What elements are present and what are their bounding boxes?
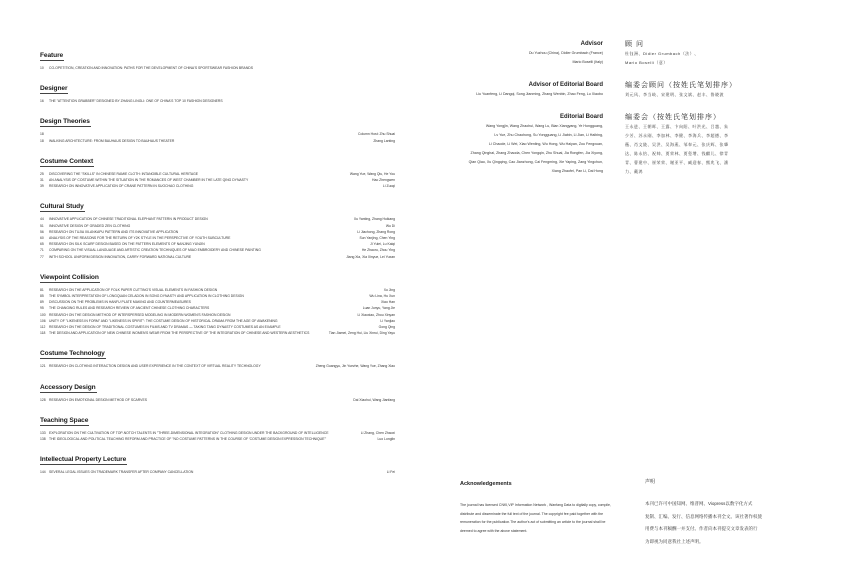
toc-entry-author: Wu Di — [385, 223, 395, 228]
toc-entry-title: AN ANALYSIS OF COSTUME WITHIN THE SITUATION IN THE ROMANCES OF WEST CHAMBER IN THE LATE QING DYNASTY — [49, 178, 249, 183]
toc-entry — [40, 138, 395, 144]
toc-entry-page: 18 — [40, 138, 44, 143]
toc-section-title: Costume Context — [40, 157, 94, 165]
editorial-board-title-cn: 编委会（按姓氏笔划排序） — [625, 114, 721, 121]
editorial-board-line-en: Qian Qiao, Xu Qingqing, Cao Jianzhong, Cai Fengming, Xie Yaping, Zang Yingchun, — [468, 160, 603, 164]
toc-entry-title: RESEARCH ON THE DESIGN METHOD OF INTERSPERSED MODELING IN MODERN WOMEN'S FASHION DESIGN — [49, 312, 231, 317]
statement — [645, 478, 820, 548]
toc-entry-author: Xiao Han — [381, 300, 395, 305]
toc-section — [40, 448, 395, 475]
toc-section — [40, 266, 395, 337]
toc-entry-page: 31 — [40, 178, 44, 183]
toc-entry-author: Jiang Xia, Xia Xinyue, Lei Yuxan — [346, 254, 395, 259]
toc-section-title: Viewpoint Collision — [40, 273, 99, 281]
toc-section — [40, 409, 395, 442]
toc-entry-page: 121 — [40, 364, 46, 369]
acknowledgements-line: remuneration for the publication.The author's act of submitting an article to the journal shall be — [460, 520, 606, 524]
toc-entry-title: CO-OPETITION, CREATION AND INNOVATION: PATHS FOR THE DEVELOPMENT OF CHINA'S SPORTSWEAR FASHION BRANDS — [49, 66, 253, 70]
toc-entry-page: 56 — [40, 229, 44, 234]
advisor-title-en: Advisor — [580, 41, 603, 47]
toc-section — [40, 44, 395, 71]
toc-section-title: Designer — [40, 85, 68, 93]
toc-entry-author: Luo Longlin — [377, 437, 395, 442]
toc-entry-title: THE DESIGN AND APPLICATION OF NEW CHINESE WOMEN'S WEAR FROM THE PERSPECTIVE OF THE INTEGRATION OF CHINESE AND WESTERN AESTHETICS — [49, 331, 310, 336]
editorial-board-line-en: Lv Yue, Zhu Chaohong, Su Yongguang, Li Jiabin, Li Jian, Li Haibing, — [494, 133, 603, 137]
editorial-board-block — [420, 113, 820, 176]
toc-entry-page: 25 — [40, 171, 44, 176]
toc-section — [40, 150, 395, 190]
toc-entry-title: THE IDEOLOGICAL AND POLITICAL TEACHING REFORM AND PRACTICE OF "NO COSTUME PATTERNS IN THE COURSE OF 'COSTUME DESIGN EXPRESSION TECHNIQUE'" — [49, 437, 327, 442]
toc-entry-author: Tian Jiamei, Zeng Hui, Liu Xinrui, Ding Yayu — [328, 331, 395, 336]
editorial-board-line-cn: 王永进、王朝晖、王露、卞向阳、叶洪光、吕越、朱 — [625, 124, 729, 129]
toc-entry-title: INNOVATIVE DESIGN OF GRADED ZEN CLOTHING — [49, 223, 131, 228]
toc-entry-page: 44 — [40, 217, 44, 222]
toc-entry-page: 18 — [40, 132, 44, 137]
toc-section — [40, 195, 395, 259]
advisor-line-cn: 杜钰洲、Didier Grumbach（法）、 — [625, 51, 699, 56]
editorial-advisor-title-en: Advisor of Editorial Board — [528, 82, 603, 88]
toc-entry-author — [389, 98, 395, 104]
advisor-line-en: Du Yuzhou (China), Didier Grumbach (France) — [528, 51, 603, 55]
advisor-block — [420, 40, 820, 67]
toc-section-title: Teaching Space — [40, 416, 89, 424]
toc-section — [40, 376, 395, 403]
toc-entry-title: THE "ATTENTION GRABBER" DESIGNED BY ZHANG LINGLI: ONE OF CHINA'S TOP 10 FASHION DESIGNERS — [49, 99, 223, 104]
toc-entry — [40, 183, 395, 189]
advisor-en — [420, 40, 625, 67]
editorial-board-line-cn: 达、陈永怡、祝帅、贾荣林、贾玺增、钱麒儿、徐青 — [625, 151, 729, 156]
toc-entry-page: 85 — [40, 294, 44, 299]
toc-entry-page: 39 — [40, 184, 44, 189]
masthead — [420, 40, 820, 176]
toc-section — [40, 77, 395, 104]
editorial-advisor-line-en: Liu Yuanfeng, Li Dangqi, Song Jianming, Zhang Wenbin, Zhao Feng, Lu Xiaobo — [476, 92, 603, 96]
editorial-advisor-block — [420, 81, 820, 99]
statement-line: 为即视为同意我社上述声明。 — [645, 538, 704, 544]
toc-entry-title: THE CHANGING RULES AND RESEARCH REVIEW OF ANCIENT CHINESE CLOTHING CHARACTERS — [49, 306, 210, 311]
acknowledgements — [460, 481, 620, 535]
toc-section-title: Feature — [40, 52, 64, 59]
toc-entry-page: 65 — [40, 242, 44, 247]
toc-entry-title: ANALYSIS OF THE REASONS FOR THE RETURN OF Y2K STYLE IN THE PERSPECTIVE OF YOUTH SUBCULTURE — [49, 236, 231, 241]
acknowledgements-line: distribute and disseminate the full text of the journal. The copyright fee paid together with the — [460, 511, 604, 516]
toc-entry — [40, 98, 395, 104]
editorial-board-line-en: Wang Yongjin, Wang Zhaohui, Wang Lu, Bian Xiangyang, Ye Hongguang, — [485, 124, 603, 128]
statement-text — [645, 498, 820, 548]
toc-section — [40, 342, 395, 369]
toc-entry-page: 118 — [40, 331, 46, 336]
toc-entry-page: 89 — [40, 300, 44, 305]
toc-entry-author: Dai Xiaohui, Wang Jianfang — [353, 397, 395, 402]
toc-entry-title: RESEARCH ON EMOTIONAL DESIGN METHOD OF SCARVES — [49, 397, 147, 402]
editorial-board-line-cn: 力、戴鸿 — [625, 169, 643, 174]
editorial-board-line-en: Zhang Qinghai, Zhang Zhaoda, Chen Yongqin, Zhu Shuai, Jia Rongfen, Jia Xiyong, — [470, 151, 603, 155]
toc-entry-title: RESEARCH ON TUJIA XILANKAPU PATTERN AND ITS INNOVATIVE APPLICATION — [49, 229, 179, 234]
advisor-title-cn: 顾 问 — [625, 41, 644, 48]
toc-entry-page: 100 — [40, 312, 46, 317]
toc-entry-page: 77 — [40, 254, 44, 259]
acknowledgements-text — [460, 501, 620, 535]
toc-entry-title: RESEARCH ON THE APPLICATION OF FOLK PAPER CUTTING'S VISUAL ELEMENTS IN FASHION DESIGN — [49, 287, 218, 292]
toc-section-title: Intellectual Property Lecture — [40, 456, 127, 464]
toc-entry-title: DISCOVERING THE "SKILLS" IN CHINESE RAMIE CLOTH: INTANGIBLE CULTURAL HERITAGE — [49, 171, 198, 176]
toc-entry-author: Ji Yulei, Lu Kaiqi — [370, 242, 395, 247]
editorial-advisor-title-cn: 编委会顾问（按姓氏笔划排序） — [625, 82, 737, 89]
editorial-board-line-cn: 青、曹建中、崔荣荣、谢亚平、臧迎春、熊兆飞、潘 — [625, 160, 729, 165]
toc-entry-page: 51 — [40, 223, 44, 228]
toc-entry-author: Hao Zhengwen — [372, 178, 395, 183]
toc-entry — [40, 363, 395, 369]
toc-entry — [40, 469, 395, 475]
toc-entry-title: UNITY OF "LIKENESS IN FORM" AND "LIKENESS IN SPIRIT": THE COSTUME DESIGN OF HISTORICAL DRAMA FROM THE AGE OF AWAKENING — [49, 318, 278, 323]
toc-entry-author — [389, 65, 395, 71]
toc-entry-author: Li Zhang, Chen Zhaoxi — [360, 430, 395, 435]
advisor-line-cn: Mario Boselli（意） — [625, 60, 668, 65]
toc-entry — [40, 397, 395, 403]
toc-entry-page: 106 — [40, 318, 46, 323]
toc-entry-author: Li Jiachong, Zhang Rong — [357, 229, 395, 234]
acknowledgements-line: The journal has licensed CNKI,VIP Information Network , Wanfang Data to digitally copy, compile, — [460, 503, 611, 507]
editorial-board-title-en: Editorial Board — [559, 114, 603, 120]
acknowledgements-title: Acknowledgements — [460, 481, 512, 487]
toc-entry-author: Xu Yanting, Zhang Huikang — [353, 217, 395, 222]
statement-line: 用费与本刊稿酬一并支付。作者向本刊提交文章发表的行 — [645, 526, 758, 531]
advisor-line-en: Mario Boselli (Italy) — [572, 60, 603, 64]
toc-entry-author: Zheng Guangyu, Jin Yuezhe, Wang Yue, Zhang Xiao — [315, 364, 395, 369]
toc-entry-title: RESEARCH ON THE DESIGN OF TRADITIONAL COSTUMES IN FILMS AND TV DRAMAS — TAKING TANG DYNASTY COSTUMES AS AN EXAMPLE — [49, 325, 281, 330]
toc-entry-title: RESEARCH ON INNOVATIVE APPLICATION OF CRANE PATTERN IN SUOCHAO CLOTHING — [49, 184, 194, 189]
toc-entry-page: 10 — [40, 66, 44, 70]
toc-section-title: Design Theories — [40, 118, 90, 126]
editorial-board-line-en: Li Chaode, Li Wei, Xiao Wenling, Wu Hong, Wu Haiyan, Zou Fengxuan, — [489, 142, 603, 146]
toc-entry-author: Li Yanjiao — [380, 318, 395, 323]
toc-entry-page: 71 — [40, 248, 44, 253]
toc-entry-title: COMPARING ON THE VISUAL LANGUAGE AND ARTISTIC CREATION TECHNIQUES OF MIAO EMBROIDERY AND CHINESE PAINTING — [49, 248, 261, 253]
toc-section — [40, 110, 395, 143]
statement-title: 声明 — [645, 479, 656, 485]
toc-entry-author: Li Zuoqi — [382, 184, 395, 189]
table-of-contents — [40, 38, 395, 475]
editorial-advisor-en — [420, 81, 625, 99]
toc-entry-page: 112 — [40, 325, 46, 330]
toc-entry-author: Li Fei — [386, 470, 395, 475]
toc-entry-title: WITH SCHOOL UNIFORM DESIGN INNOVATION, CARRY FORWARD NATIONAL CULTURE — [49, 254, 192, 259]
toc-entry-author: Sun Yanjing, Chen Ying — [359, 236, 395, 241]
toc-entry-title: THE SYMBOL INTERPRETATION OF LONGQUAN CELADON IN SONG DYNASTY AND APPLICATION IN CLOTHING DESIGN — [49, 294, 244, 299]
toc-entry-title: SEVERAL LEGAL ISSUES ON TRADEMARK TRANSFER AFTER COMPANY CANCELLATION — [49, 470, 194, 475]
toc-entry-page: 16 — [40, 99, 44, 104]
toc-entry-author: Wang Yue, Wang Qiu, He You — [349, 171, 395, 176]
toc-entry-page: 60 — [40, 236, 44, 241]
toc-entry-title: EXPLORATION ON THE CULTIVATION OF TOP-NOTCH TALENTS IN "THREE-DIMENSIONAL INTEGRATION" CLOTHING DESIGN UNDER THE BACKGROUND OF INTELLIGENCE — [49, 430, 329, 435]
statement-line: 复制、汇编、发行、信息网络传播本刊全文。该社著作权使 — [645, 513, 762, 519]
toc-entry — [40, 65, 395, 71]
toc-entry-page: 128 — [40, 397, 46, 402]
toc-entry-title: RESEARCH ON SILK SCARF DESIGN BASED ON THE PATTERN ELEMENTS OF NANJING YUNJIN — [49, 242, 205, 247]
toc-entry — [40, 330, 395, 336]
toc-entry-author: Gong Qing — [378, 325, 395, 330]
toc-entry-title: WALKING ARCHITECTURE: FROM BAUHAUS DESIGN TO BAUHAUS THEATER — [49, 138, 175, 143]
toc-entry-title: INNOVATIVE APPLICATION OF CHINESE TRADITIONAL ELEPHANT PATTERN IN PRODUCT DESIGN — [49, 217, 208, 222]
toc-entry — [40, 254, 395, 260]
toc-entry-author: Zhang Lanting — [373, 138, 395, 143]
toc-entry — [40, 436, 395, 442]
editorial-advisor-line-cn: 刘元风、李当岐、宋建明、张文斌、赵丰、鲁晓波 — [625, 92, 724, 97]
editorial-board-line-cn: 少芳、苏永刚、李加林、李健、李海兵、李超德、李 — [625, 133, 729, 138]
advisor-cn — [625, 40, 820, 67]
toc-section-title: Accessory Design — [40, 383, 96, 391]
toc-entry-page: 133 — [40, 430, 46, 435]
toc-entry-author: Li Xiaoxiao, Zhou Xinyan — [357, 312, 395, 317]
toc-section-title: Cultural Study — [40, 203, 84, 211]
toc-entry-author: Column Host: Zhu Shuai — [358, 132, 395, 137]
toc-section-title: Costume Technology — [40, 350, 105, 358]
toc-entry-author: Luan Junyu, Yang Jie — [362, 306, 395, 311]
editorial-board-line-cn: 薇、肖文陵、吴洪、吴海燕、邹奉元、张庆辉、张肇 — [625, 142, 729, 147]
statement-line: 本刊已许可中国知网、维普网、Viopress以数字化方式 — [645, 501, 753, 506]
toc-entry-page: 81 — [40, 287, 44, 292]
acknowledgements-line: deemed to agree with the above statement. — [460, 528, 528, 533]
editorial-board-line-en: Xiang Zhaofei, Pan Li, Dai Hong — [551, 169, 603, 173]
editorial-advisor-cn — [625, 81, 820, 99]
editorial-board-cn — [625, 113, 820, 176]
toc-entry-title: RESEARCH ON CLOTHING INTERACTION DESIGN AND USER EXPERIENCE IN THE CONTEXT OF VIRTUAL REALITY TECHNOLOGY — [49, 364, 261, 369]
toc-entry-author: He Zhaoru, Zhou Ying — [361, 248, 395, 253]
toc-entry-author: Wu Lina, Hu Xun — [369, 294, 395, 299]
toc-entry-page: 95 — [40, 306, 44, 311]
toc-entry-title: DISCUSSION ON THE PROBLEMS IN HANFU PLATE MAKING AND COUNTERMEASURES — [49, 300, 191, 305]
toc-entry-author: Xu Jing — [383, 287, 395, 292]
toc-entry-page: 144 — [40, 470, 46, 475]
toc-entry-page: 138 — [40, 437, 46, 442]
editorial-board-en — [420, 113, 625, 176]
